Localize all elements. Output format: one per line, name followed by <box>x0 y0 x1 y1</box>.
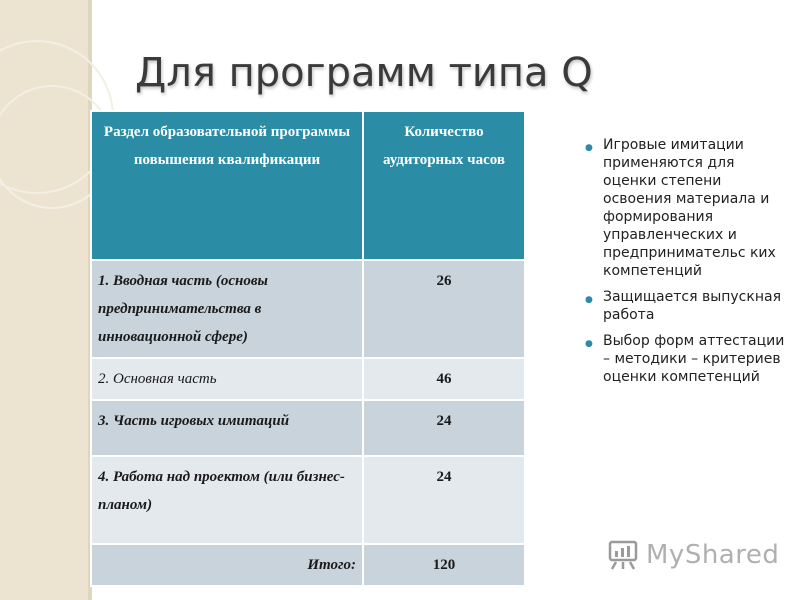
header-section: Раздел образовательной программы повышения квалификации <box>91 111 363 260</box>
row-section: 2. Основная часть <box>91 358 363 400</box>
bullet-text: Защищается выпускная работа <box>603 289 781 323</box>
header-hours: Количество аудиторных часов <box>363 111 525 260</box>
bullet-dot-icon: ● <box>585 143 593 153</box>
bullet-text: Выбор форм аттестации – методики – критериев оценки компетенций <box>603 333 785 385</box>
row-hours: 24 <box>363 400 525 456</box>
slide-title: Для программ типа Q <box>135 50 593 96</box>
table-row <box>91 260 525 358</box>
bullet-item <box>585 288 785 324</box>
row-hours: 24 <box>363 456 525 544</box>
bullet-dot-icon: ● <box>585 339 593 349</box>
table-row <box>91 358 525 400</box>
program-table <box>90 110 526 587</box>
row-hours: 46 <box>363 358 525 400</box>
watermark-text: MyShared <box>646 540 780 570</box>
row-section: 1. Вводная часть (основы предпринимательства в инновационной сфере) <box>91 260 363 358</box>
myshared-watermark <box>608 540 779 570</box>
row-section: 4. Работа над проектом (или бизнес-планом) <box>91 456 363 544</box>
bullet-list <box>585 136 785 394</box>
bullet-dot-icon: ● <box>585 295 593 305</box>
row-section: 3. Часть игровых имитаций <box>91 400 363 456</box>
bullet-text: Игровые имитации применяются для оценки степени освоения материала и формирования управленческих и предпринимательс ких компетенций <box>603 137 776 279</box>
total-label: Итого: <box>91 544 363 586</box>
total-value: 120 <box>363 544 525 586</box>
bullet-item <box>585 332 785 386</box>
table-row <box>91 400 525 456</box>
table-header-row <box>91 111 525 260</box>
row-hours: 26 <box>363 260 525 358</box>
table-row <box>91 456 525 544</box>
table-total-row <box>91 544 525 586</box>
bullet-item <box>585 136 785 280</box>
myshared-logo-icon <box>608 540 642 570</box>
